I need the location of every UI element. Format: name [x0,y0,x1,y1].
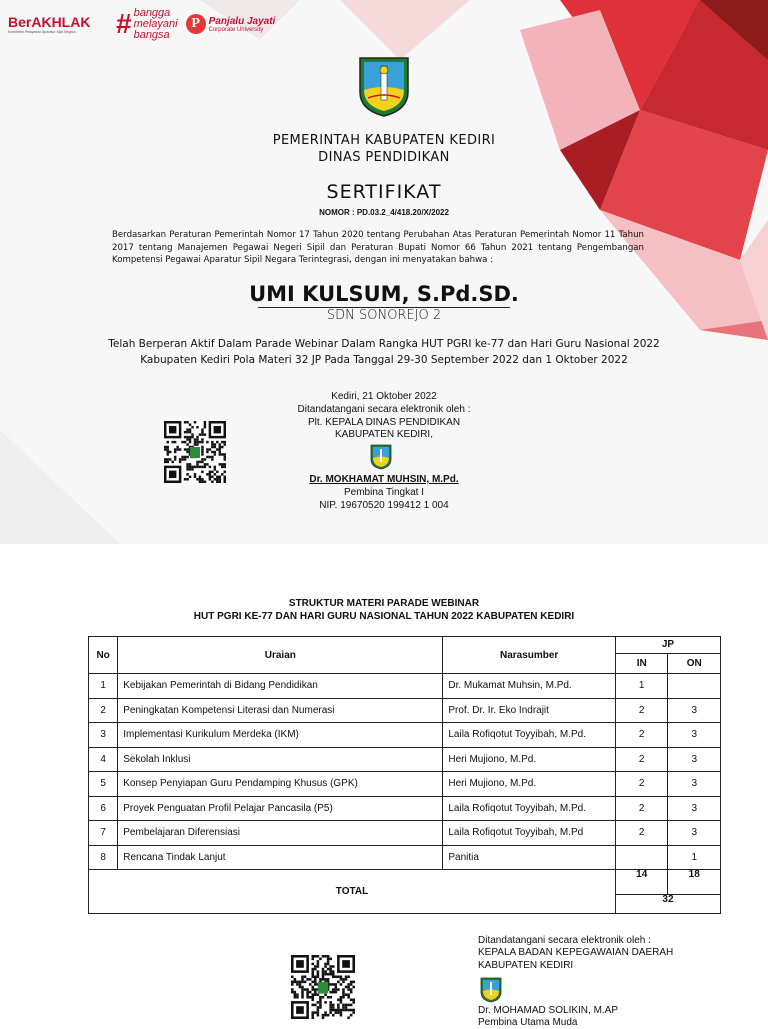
panjalu-jayati-logo [186,14,276,34]
table-row [89,772,721,797]
description-line2: Kabupaten Kediri Pola Materi 32 JP Pada Tanggal 29-30 September 2022 dan 1 Oktober 2022 [140,354,628,366]
header-logos [8,4,275,44]
signed-by-label: Ditandatangani secara elektronik oleh : [297,404,471,415]
cell-on: 3 [668,821,721,846]
cell-in: 2 [615,747,667,772]
gov-line2: DINAS PENDIDIKAN [318,150,450,165]
cell-no: 2 [89,698,118,723]
table-row [89,821,721,846]
cell-narasumber: Panitia [443,845,616,870]
second-position2: KABUPATEN KEDIRI [478,960,574,971]
second-signer-rank: Pembina Utama Muda [478,1017,578,1028]
bangga-line3: bangsa [133,28,170,41]
cell-on: 3 [668,747,721,772]
header-in: IN [615,653,667,673]
certificate-intro: Berdasarkan Peraturan Pemerintah Nomor 17 Tahun 2020 tentang Perubahan Atas Peraturan Pemerintah Nomor 11 Tahun 2017 tentang Manajemen Pegawai Negeri Sipil dan Peraturan Bupati Nomor 66 Tahun 2021 tentang Pengembangan Kompetensi Pegawai Aparatur Sipil Negara Terintegrasi, dengan ini menyatakan bahwa : [112,230,644,265]
cell-narasumber: Dr. Mukamat Muhsin, M.Pd. [443,674,616,699]
header-jp: JP [615,637,720,654]
cell-no: 7 [89,821,118,846]
certificate-title: SERTIFIKAT [326,181,442,203]
berakhlak-logo [8,14,108,34]
table-row [89,674,721,699]
cell-uraian: Konsep Penyiapan Guru Pendamping Khusus (GPK) [118,772,443,797]
cell-uraian: Sekolah Inklusi [118,747,443,772]
bangga-line2: melayani [133,17,178,30]
total-all: 32 [615,894,720,913]
cell-in: 2 [615,698,667,723]
cell-uraian: Peningkatan Kompetensi Literasi dan Numerasi [118,698,443,723]
qr-code-icon [164,421,226,483]
header-narasumber: Narasumber [443,637,616,674]
kediri-crest-icon [358,54,410,118]
cell-no: 4 [89,747,118,772]
panjalu-title: Panjalu Jayati [208,15,276,27]
second-signed-by: Ditandatangani secara elektronik oleh : [478,935,651,946]
cell-no: 6 [89,796,118,821]
kediri-seal-icon [480,977,502,1003]
cell-no: 8 [89,845,118,870]
table-row [89,747,721,772]
signer-rank: Pembina Tingkat I [343,487,425,498]
structure-title2: HUT PGRI KE-77 DAN HARI GURU NASIONAL TAHUN 2022 KABUPATEN KEDIRI [193,611,575,622]
cell-narasumber: Prof. Dr. Ir. Eko Indrajit [443,698,616,723]
total-row [89,870,721,895]
table-row [89,845,721,870]
cell-no: 5 [89,772,118,797]
table-row [89,698,721,723]
cell-on: 3 [668,772,721,797]
header-on: ON [668,653,721,673]
cell-narasumber: Laila Rofiqotut Toyyibah, M.Pd. [443,796,616,821]
cell-on [668,674,721,699]
berakhlak-logo-text: BerAKHLAK [8,14,91,30]
cell-narasumber: Heri Mujiono, M.Pd. [443,772,616,797]
cell-in: 2 [615,723,667,748]
header-no: No [89,637,118,674]
cell-uraian: Implementasi Kurikulum Merdeka (IKM) [118,723,443,748]
hash-icon: # [116,8,132,39]
kediri-seal-icon [370,444,392,470]
description-line1: Telah Berperan Aktif Dalam Parade Webinar Dalam Rangka HUT PGRI ke-77 dan Hari Guru Nasional 2022 [108,338,660,350]
recipient-school: SDN SONOREJO 2 [326,308,442,323]
total-on: 18 [668,870,721,895]
cell-on: 1 [668,845,721,870]
cell-no: 1 [89,674,118,699]
bangga-line1: bangga [133,6,171,19]
cell-in: 2 [615,772,667,797]
signer-position2: KABUPATEN KEDIRI, [335,429,433,440]
signer-name: Dr. MOKHAMAT MUHSIN, M.Pd. [309,474,459,485]
cell-in: 2 [615,796,667,821]
cell-uraian: Kebijakan Pemerintah di Bidang Pendidikan [118,674,443,699]
cell-uraian: Pembelajaran Diferensiasi [118,821,443,846]
place-date: Kediri, 21 Oktober 2022 [331,391,437,402]
cell-in [615,845,667,870]
berakhlak-tagline: Komitmen Pelayanan Aparatur Sipil Negara [8,30,76,34]
cell-narasumber: Heri Mujiono, M.Pd. [443,747,616,772]
second-position1: KEPALA BADAN KEPEGAWAIAN DAERAH [478,947,674,958]
signer-position1: Plt. KEPALA DINAS PENDIDIKAN [307,417,461,428]
cell-narasumber: Laila Rofiqotut Toyyibah, M.Pd. [443,723,616,748]
cell-uraian: Rencana Tindak Lanjut [118,845,443,870]
cell-on: 3 [668,723,721,748]
certificate-number: NOMOR : PD.03.2_4/418.20/X/2022 [319,208,449,217]
signer-nip: NIP. 19670520 199412 1 004 [319,500,449,511]
panjalu-icon: P [186,14,206,34]
cell-no: 3 [89,723,118,748]
cell-on: 3 [668,698,721,723]
bangga-melayani-logo [116,8,178,41]
second-signer-name: Dr. MOHAMAD SOLIKIN, M.AP [478,1005,619,1016]
cell-narasumber: Laila Rofiqotut Toyyibah, M.Pd [443,821,616,846]
table-row [89,796,721,821]
total-in: 14 [615,870,667,895]
cell-in: 1 [615,674,667,699]
header-uraian: Uraian [118,637,443,674]
total-label: TOTAL [89,870,616,914]
table-row [89,723,721,748]
qr-code-icon [291,955,355,1019]
cell-in: 2 [615,821,667,846]
panjalu-subtitle: Corporate University [208,26,264,33]
cell-on: 3 [668,796,721,821]
cell-uraian: Proyek Penguatan Profil Pelajar Pancasila (P5) [118,796,443,821]
gov-line1: PEMERINTAH KABUPATEN KEDIRI [272,133,496,148]
recipient-name: UMI KULSUM, S.Pd.SD. [249,282,519,306]
materi-table [88,636,721,914]
structure-title1: STRUKTUR MATERI PARADE WEBINAR [288,598,480,609]
